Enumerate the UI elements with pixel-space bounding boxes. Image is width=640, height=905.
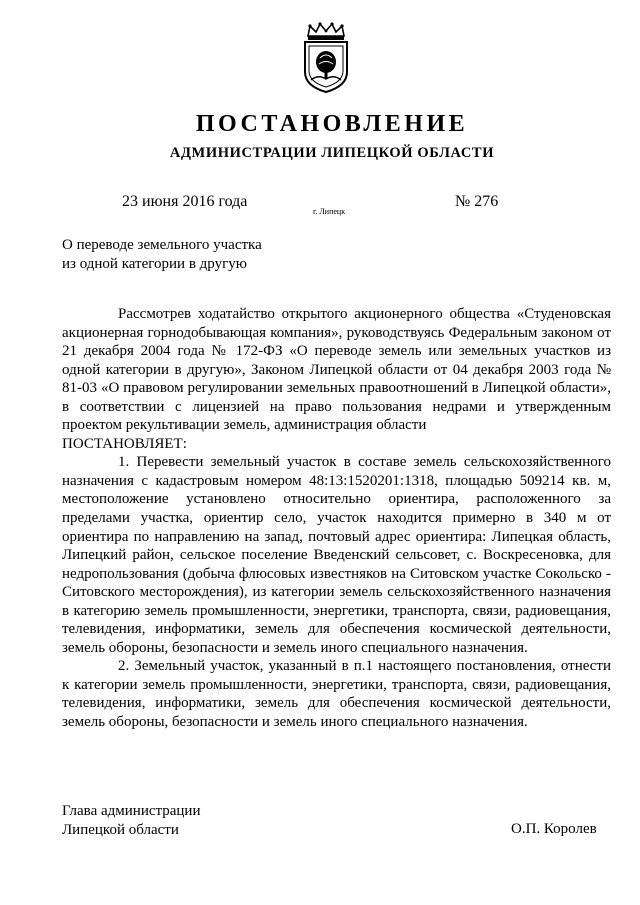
document-subject	[62, 236, 262, 274]
subject-line: О переводе земельного участка	[62, 237, 262, 253]
item-1-paragraph: 1. Перевести земельный участок в составе земель сельскохозяйственного назначения с кадастровым номером 48:13:1520201:1318, площадью 509214 кв. м, местоположение установлено относительно ориентира, расположенного за пределами участка, ориентир село, участок находится примерно в 340 м от ориентира по направлению на запад, почтовый адрес ориентира: Липецкая область, Липецкий район, сельское поселение Введенский сельсовет, с. Воскресеновка, для недропользования (добыча флюсовых известняков на Ситовском участке Сокольско - Ситовского месторождения), из категории земель сельскохозяйственного назначения в категорию земель промышленности, энергетики, транспорта, связи, радиовещания, телевидения, информатики, земель для обеспечения космической деятельности, земель обороны, безопасности и земель иного специального назначения.	[62, 454, 611, 656]
item-2-paragraph: 2. Земельный участок, указанный в п.1 настоящего постановления, отнести к категории земель промышленности, энергетики, транспорта, связи, радиовещания, телевидения, информатики, земель для обеспечения космической деятельности, земель обороны, безопасности и земель иного специального назначения.	[62, 658, 611, 731]
signatory-position-line: Липецкой области	[62, 822, 179, 838]
resolve-keyword: ПОСТАНОВЛЯЕТ:	[62, 435, 187, 452]
document-subtitle: АДМИНИСТРАЦИИ ЛИПЕЦКОЙ ОБЛАСТИ	[169, 145, 495, 161]
signatory-name: О.П. Королев	[511, 821, 597, 837]
document-body	[62, 305, 611, 732]
document-date: 23 июня 2016 года	[122, 193, 248, 210]
document-number: № 276	[455, 193, 499, 210]
subject-line: из одной категории в другую	[62, 256, 247, 272]
signatory-position	[62, 802, 200, 840]
signatory-position-line: Глава администрации	[62, 803, 201, 819]
document-city: г. Липецк	[313, 207, 346, 216]
document-title: ПОСТАНОВЛЕНИЕ	[195, 111, 469, 137]
coat-of-arms-icon	[300, 22, 352, 94]
preamble-paragraph: Рассмотрев ходатайство открытого акционерного общества «Студеновская акционерная горнодобывающая компания», руководствуясь Федеральным законом от 21 декабря 2004 года № 172-ФЗ «О переводе земель или земельных участков из одной категории в другую», Законом Липецкой области от 04 декабря 2003 года № 81-03 «О правовом регулировании земельных правоотношений в Липецкой области», в соответствии с лицензией на право пользования недрами и утвержденным проектом рекультивации земель, администрация области	[62, 306, 611, 434]
